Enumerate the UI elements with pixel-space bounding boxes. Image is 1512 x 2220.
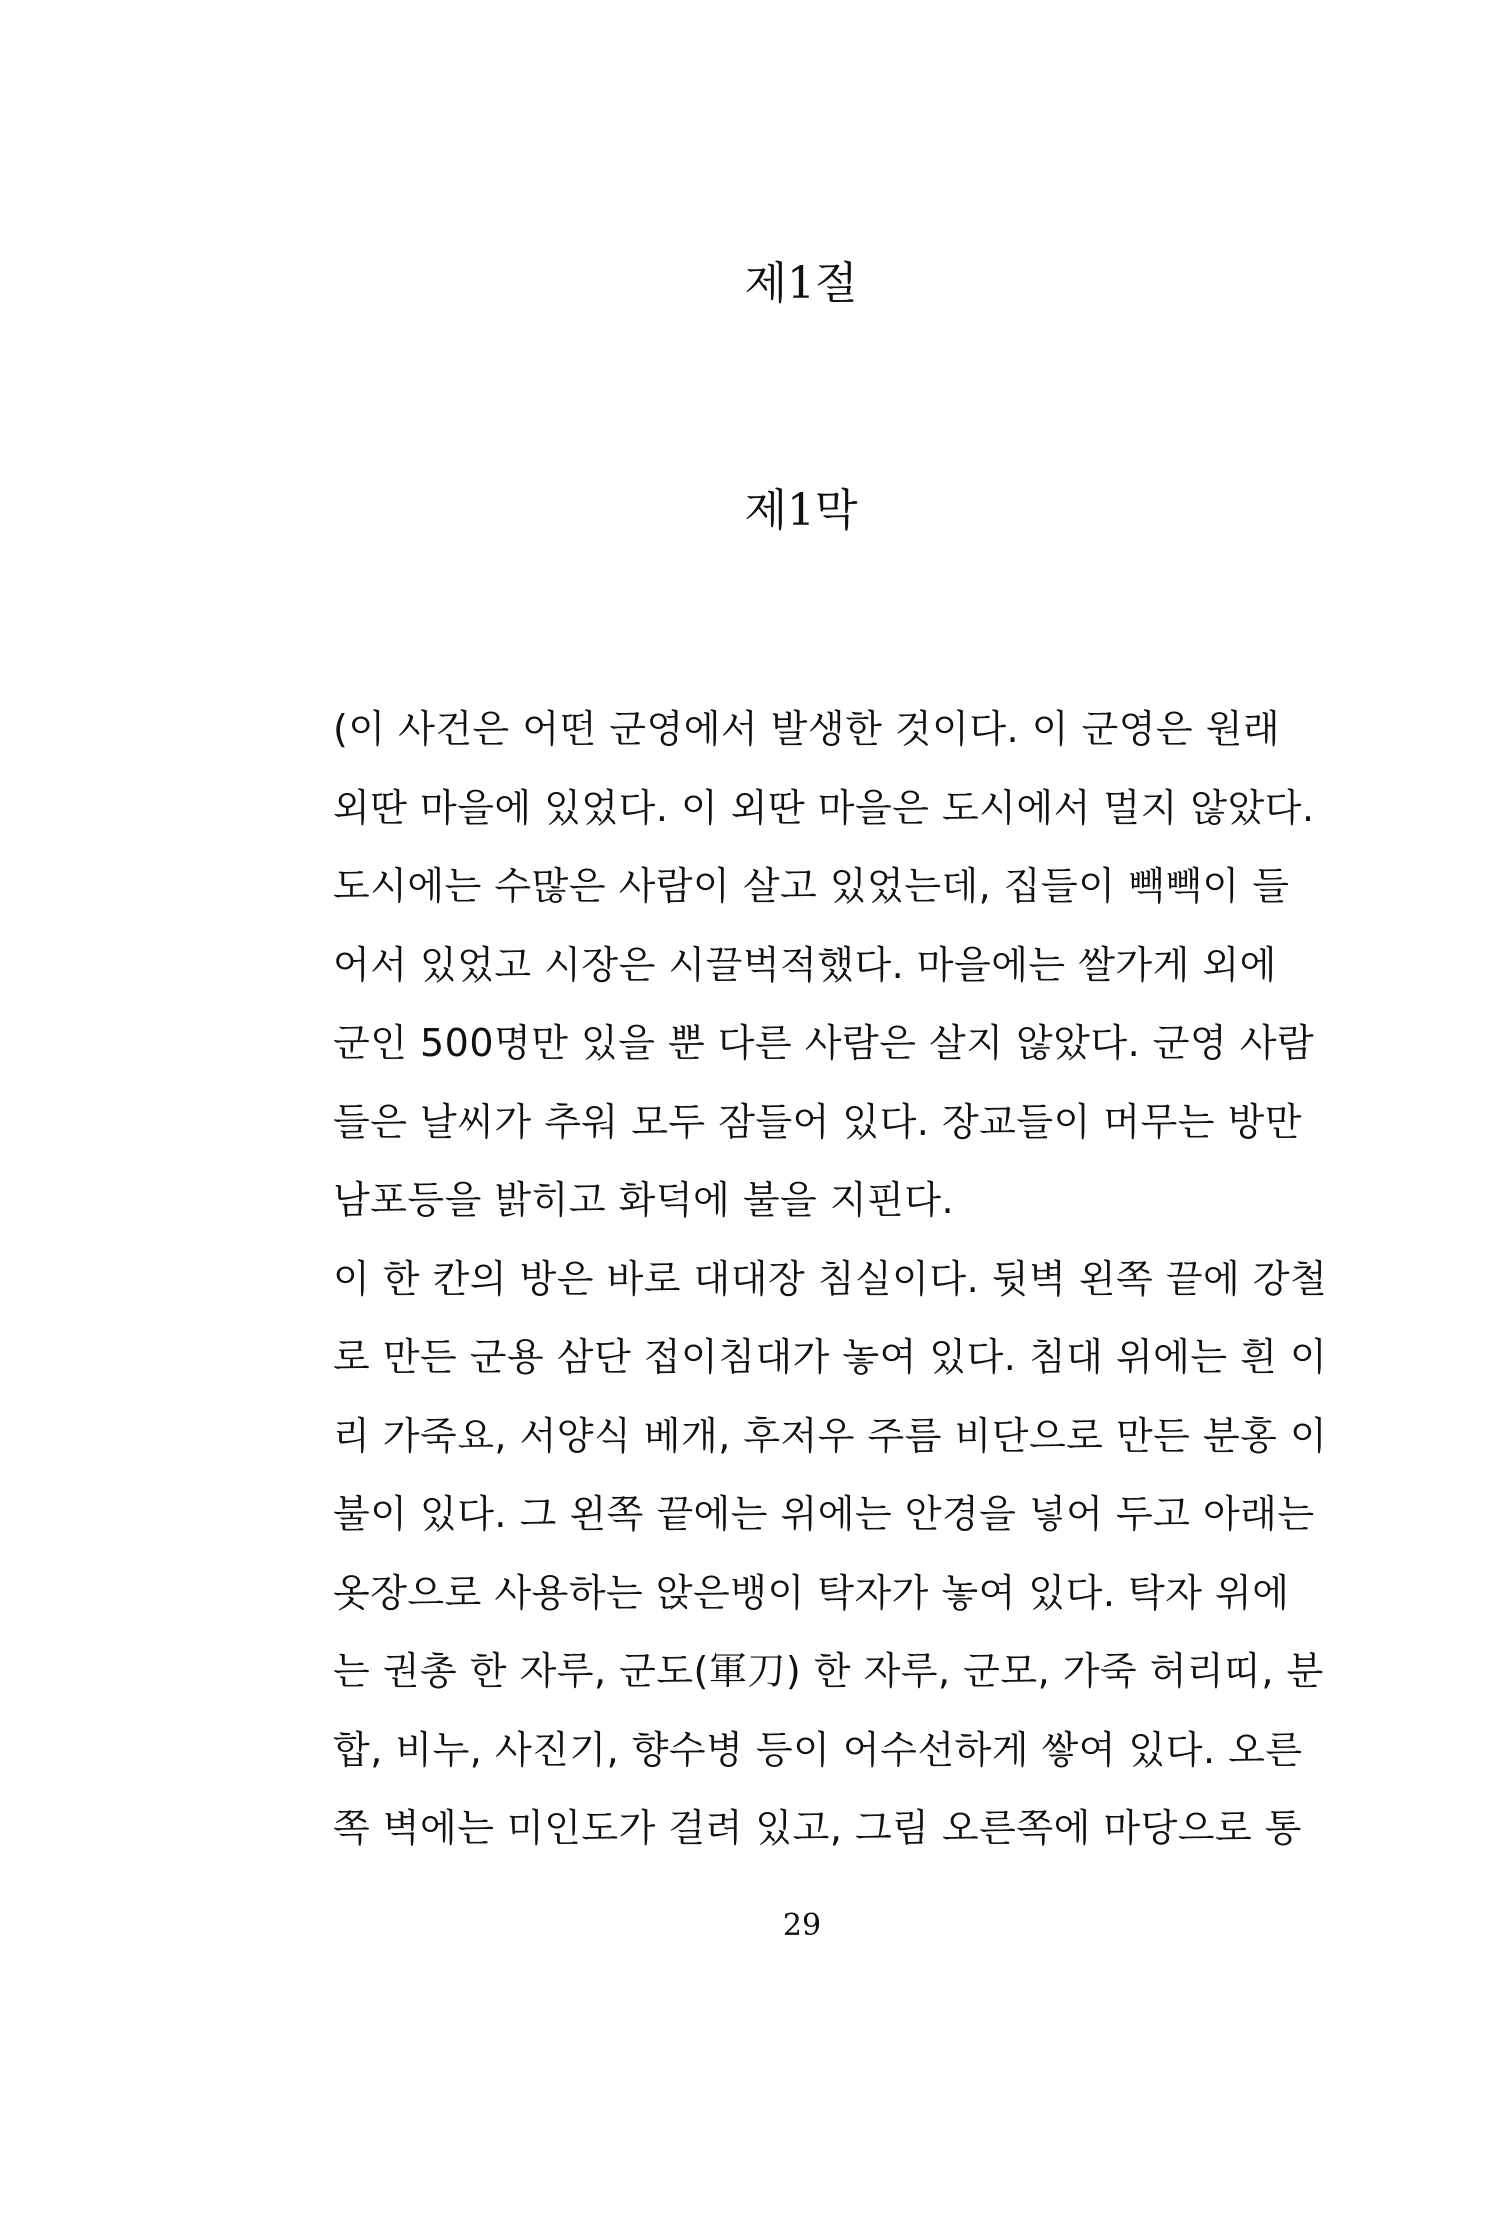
stage-direction-text xyxy=(333,690,1328,1868)
text-line: 외딴 마을에 있었다. 이 외딴 마을은 도시에서 멀지 않았다. xyxy=(333,785,1315,830)
text-line: 어서 있었고 시장은 시끌벅적했다. 마을에는 쌀가게 외에 xyxy=(333,942,1277,987)
text-line: 로 만든 군용 삼단 접이침대가 놓여 있다. 침대 위에는 흰 이 xyxy=(333,1335,1328,1379)
text-line: 리 가죽요, 서양식 베개, 후저우 주름 비단으로 만든 분홍 이 xyxy=(333,1413,1328,1458)
text-line: 군인 500명만 있을 뿐 다른 사람은 살지 않았다. 군영 사람 xyxy=(333,1021,1315,1065)
text-line: (이 사건은 어떤 군영에서 발생한 것이다. 이 군영은 원래 xyxy=(333,707,1281,751)
text-line: 불이 있다. 그 왼쪽 끝에는 위에는 안경을 넣어 두고 아래는 xyxy=(333,1492,1315,1536)
text-line: 도시에는 수많은 사람이 살고 있었는데, 집들이 빽빽이 들 xyxy=(333,864,1290,908)
page-number: 29 xyxy=(782,1908,822,1943)
text-line: 합, 비누, 사진기, 향수병 등이 어수선하게 쌓여 있다. 오른 xyxy=(333,1727,1303,1772)
text-line: 옷장으로 사용하는 앉은뱅이 탁자가 놓여 있다. 탁자 위에 xyxy=(333,1570,1290,1615)
text-line: 들은 날씨가 추워 모두 잠들어 있다. 장교들이 머무는 방만 xyxy=(333,1099,1302,1144)
text-line: 쪽 벽에는 미인도가 걸려 있고, 그림 오른쪽에 마당으로 통 xyxy=(333,1806,1302,1850)
act-title: 제1막 xyxy=(744,485,858,536)
text-line: 는 권총 한 자루, 군도(軍刀) 한 자루, 군모, 가죽 허리띠, 분 xyxy=(333,1649,1324,1693)
section-title: 제1절 xyxy=(744,258,858,309)
text-line: 남포등을 밝히고 화덕에 불을 지핀다. xyxy=(333,1178,955,1222)
text-line: 이 한 칸의 방은 바로 대대장 침실이다. 뒷벽 왼쪽 끝에 강철 xyxy=(333,1256,1328,1301)
